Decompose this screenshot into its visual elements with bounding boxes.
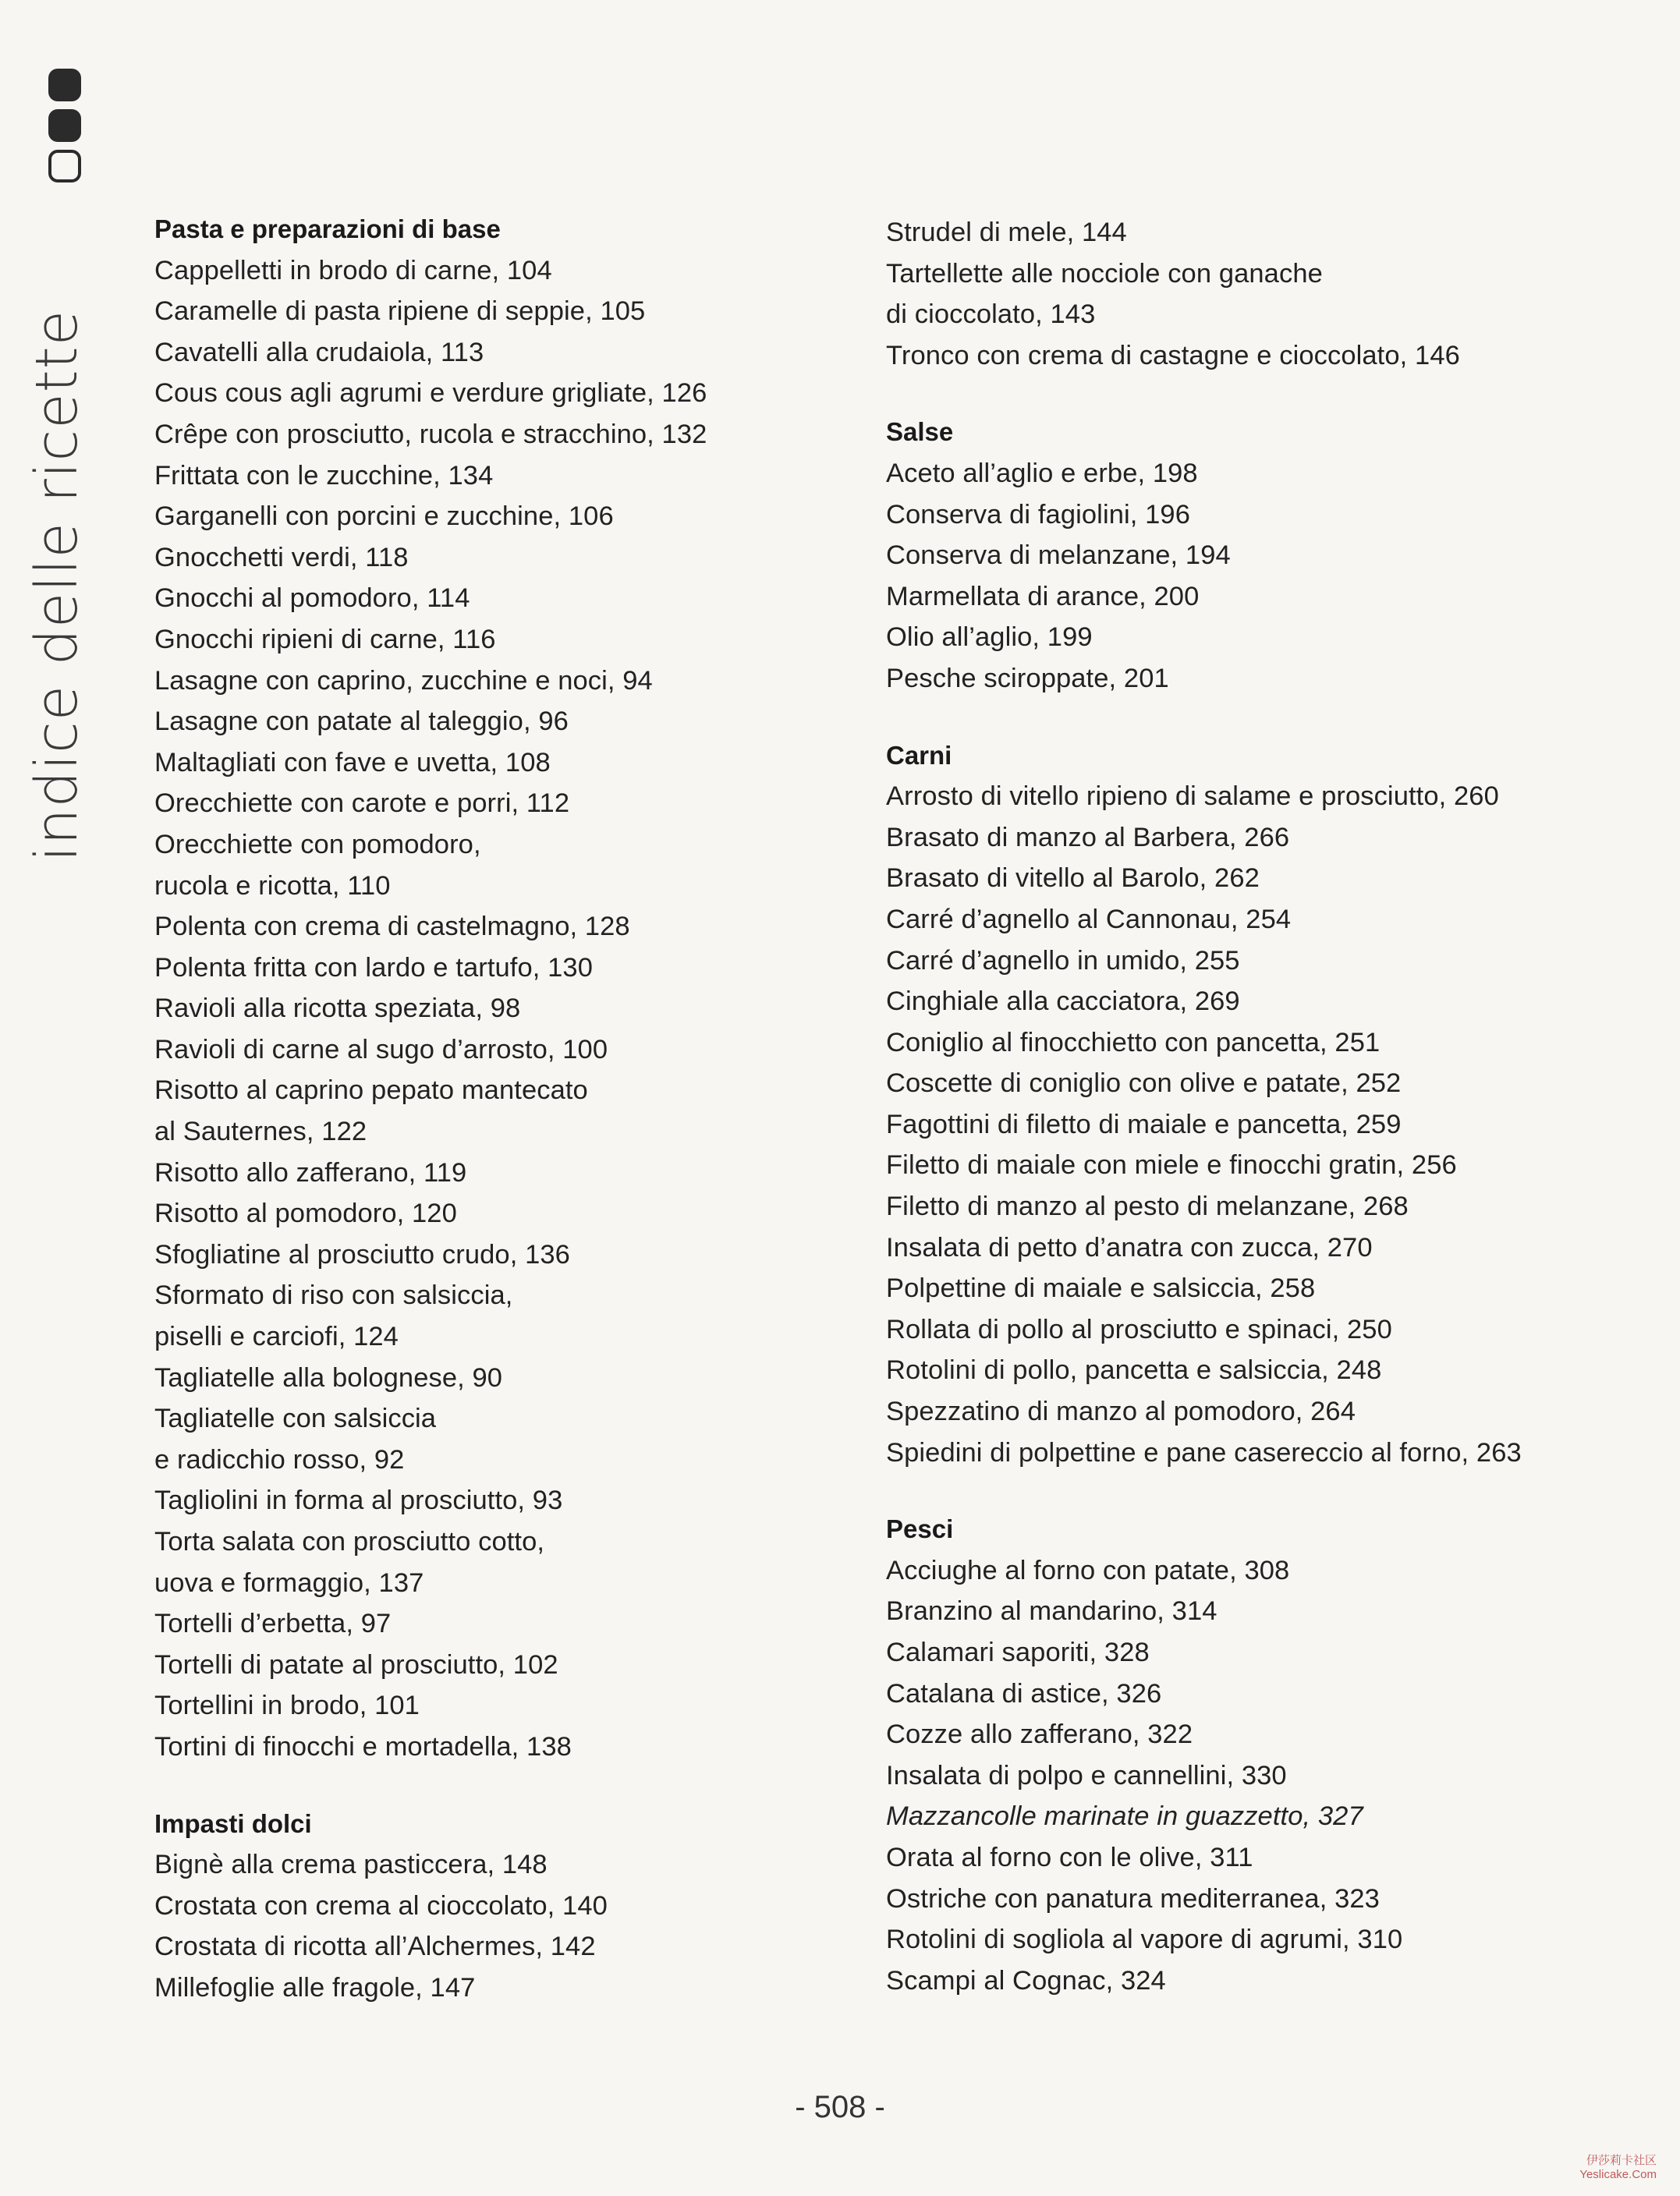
recipe-entry: Pesche sciroppate, 201 (886, 663, 1169, 693)
recipe-entry: Rollata di pollo al prosciutto e spinaci, 250 (886, 1314, 1392, 1344)
recipe-entry: Crostata di ricotta all’Alchermes, 142 (154, 1932, 596, 1962)
right-column (886, 212, 1650, 2037)
recipe-entry: Tortellini in brodo, 101 (154, 1691, 420, 1721)
index-section (154, 1804, 919, 2009)
recipe-entry: Calamari saporiti, 328 (886, 1638, 1150, 1667)
recipe-entry: Orecchiette con pomodoro, (154, 829, 481, 859)
recipe-entry: Marmellata di arance, 200 (886, 581, 1200, 611)
recipe-entry: Tortelli di patate al prosciutto, 102 (154, 1649, 558, 1680)
recipe-entry: Bignè alla crema pasticcera, 148 (154, 1850, 548, 1880)
recipe-entry: Spiedini di polpettine e pane casereccio al forno, 263 (886, 1437, 1522, 1468)
recipe-entry: e radicchio rosso, 92 (154, 1444, 405, 1475)
recipe-entry: Fagottini di filetto di maiale e pancetta, 259 (886, 1109, 1402, 1139)
section-heading: Salse (886, 417, 954, 447)
recipe-entry: Torta salata con prosciutto cotto, (154, 1527, 545, 1557)
recipe-entry: Ravioli alla ricotta speziata, 98 (154, 994, 521, 1024)
recipe-entry: Polpettine di maiale e salsiccia, 258 (886, 1273, 1316, 1304)
recipe-entry: Catalana di astice, 326 (886, 1678, 1162, 1709)
recipe-entry: Arrosto di vitello ripieno di salame e prosciutto, 260 (886, 781, 1499, 812)
recipe-entry: Conserva di fagiolini, 196 (886, 499, 1191, 530)
recipe-entry: Acciughe al forno con patate, 308 (886, 1555, 1290, 1585)
section-heading: Carni (886, 740, 952, 770)
recipe-entry: Tortelli d’erbetta, 97 (154, 1609, 392, 1639)
recipe-entry: Cappelletti in brodo di carne, 104 (154, 255, 552, 285)
section-heading: Impasti dolci (154, 1808, 312, 1838)
recipe-entry: Carré d’agnello in umido, 255 (886, 945, 1240, 976)
recipe-entry: Gnocchi al pomodoro, 114 (154, 583, 470, 614)
recipe-entry: Crostata con crema al cioccolato, 140 (154, 1890, 608, 1921)
page-number: - 508 - (795, 2090, 885, 2124)
watermark (1579, 2154, 1657, 2182)
recipe-entry: Coniglio al finocchietto con pancetta, 251 (886, 1027, 1381, 1057)
recipe-entry: Tortini di finocchi e mortadella, 138 (154, 1731, 572, 1762)
recipe-entry: Garganelli con porcini e zucchine, 106 (154, 501, 614, 532)
recipe-entry: Brasato di vitello al Barolo, 262 (886, 863, 1260, 894)
recipe-entry: Risotto allo zafferano, 119 (154, 1157, 467, 1188)
recipe-entry: Mazzancolle marinate in guazzetto, 327 (886, 1801, 1363, 1832)
watermark-line: Yeslicake.Com (1579, 2168, 1657, 2181)
recipe-entry: Risotto al pomodoro, 120 (154, 1199, 457, 1229)
recipe-entry: Spezzatino di manzo al pomodoro, 264 (886, 1397, 1356, 1427)
section-heading: Pesci (886, 1514, 954, 1544)
recipe-entry: Orata al forno con le olive, 311 (886, 1842, 1253, 1872)
index-section (886, 1509, 1650, 2001)
side-marks (48, 69, 83, 190)
index-section (886, 412, 1650, 699)
recipe-entry: Caramelle di pasta ripiene di seppie, 105 (154, 296, 646, 327)
recipe-entry: Cinghiale alla cacciatora, 269 (886, 986, 1240, 1017)
recipe-entry: Scampi al Cognac, 324 (886, 1965, 1166, 1996)
recipe-entry: Polenta con crema di castelmagno, 128 (154, 912, 630, 942)
recipe-entry: Lasagne con patate al taleggio, 96 (154, 707, 569, 737)
side-title: indice delle ricette (23, 309, 90, 862)
section-heading: Pasta e preparazioni di base (154, 214, 501, 243)
left-column (154, 209, 919, 2045)
recipe-entry: uova e formaggio, 137 (154, 1567, 424, 1598)
recipe-entry: Conserva di melanzane, 194 (886, 540, 1231, 571)
recipe-entry: Tagliatelle alla bolognese, 90 (154, 1362, 503, 1393)
recipe-entry: Insalata di petto d’anatra con zucca, 270 (886, 1232, 1373, 1263)
recipe-entry: Tagliatelle con salsiccia (154, 1404, 437, 1434)
recipe-entry: Branzino al mandarino, 314 (886, 1596, 1217, 1627)
recipe-entry: Maltagliati con fave e uvetta, 108 (154, 747, 551, 777)
recipe-entry: al Sauternes, 122 (154, 1117, 367, 1147)
recipe-entry: rucola e ricotta, 110 (154, 870, 391, 901)
recipe-entry: Millefoglie alle fragole, 147 (154, 1972, 476, 2003)
recipe-entry: Gnocchi ripieni di carne, 116 (154, 624, 496, 654)
recipe-entry: Rotolini di pollo, pancetta e salsiccia, 248 (886, 1355, 1382, 1386)
watermark-line: 伊莎莉卡社区 (1586, 2154, 1657, 2167)
filled-square-icon (48, 69, 81, 101)
recipe-entry: Lasagne con caprino, zucchine e noci, 94 (154, 665, 653, 696)
filled-square-icon (48, 109, 81, 142)
recipe-entry: Sformato di riso con salsiccia, (154, 1280, 513, 1311)
index-section (154, 209, 919, 1768)
index-section (886, 212, 1650, 376)
recipe-entry: Tartellette alle nocciole con ganache (886, 258, 1323, 289)
outline-square-icon (48, 150, 81, 182)
recipe-entry: Polenta fritta con lardo e tartufo, 130 (154, 952, 593, 983)
recipe-entry: Ostriche con panatura mediterranea, 323 (886, 1883, 1380, 1914)
recipe-entry: Orecchiette con carote e porri, 112 (154, 788, 570, 819)
recipe-entry: Cous cous agli agrumi e verdure grigliate, 126 (154, 378, 707, 409)
recipe-entry: Coscette di coniglio con olive e patate, 252 (886, 1068, 1402, 1099)
recipe-entry: Olio all’aglio, 199 (886, 622, 1093, 653)
recipe-entry: Tagliolini in forma al prosciutto, 93 (154, 1486, 563, 1516)
recipe-entry: piselli e carciofi, 124 (154, 1322, 399, 1352)
recipe-entry: Sfogliatine al prosciutto crudo, 136 (154, 1239, 570, 1270)
recipe-entry: Brasato di manzo al Barbera, 266 (886, 822, 1290, 852)
recipe-entry: Cavatelli alla crudaiola, 113 (154, 337, 484, 367)
recipe-entry: Strudel di mele, 144 (886, 218, 1127, 247)
recipe-entry: Risotto al caprino pepato mantecato (154, 1075, 588, 1106)
recipe-entry: Aceto all’aglio e erbe, 198 (886, 458, 1198, 488)
index-section (886, 735, 1650, 1474)
recipe-entry: Tronco con crema di castagne e cioccolato, 146 (886, 340, 1460, 370)
recipe-entry: Crêpe con prosciutto, rucola e stracchino, 132 (154, 419, 707, 449)
recipe-entry: Frittata con le zucchine, 134 (154, 460, 494, 491)
recipe-entry: Carré d’agnello al Cannonau, 254 (886, 904, 1292, 934)
recipe-entry: Gnocchetti verdi, 118 (154, 542, 409, 572)
recipe-entry: di cioccolato, 143 (886, 299, 1096, 330)
recipe-entry: Filetto di maiale con miele e finocchi gratin, 256 (886, 1150, 1457, 1181)
recipe-entry: Ravioli di carne al sugo d’arrosto, 100 (154, 1034, 608, 1064)
recipe-entry: Filetto di manzo al pesto di melanzane, 268 (886, 1192, 1409, 1222)
recipe-entry: Cozze allo zafferano, 322 (886, 1720, 1193, 1750)
recipe-entry: Rotolini di sogliola al vapore di agrumi, 310 (886, 1925, 1403, 1955)
recipe-entry: Insalata di polpo e cannellini, 330 (886, 1760, 1287, 1790)
